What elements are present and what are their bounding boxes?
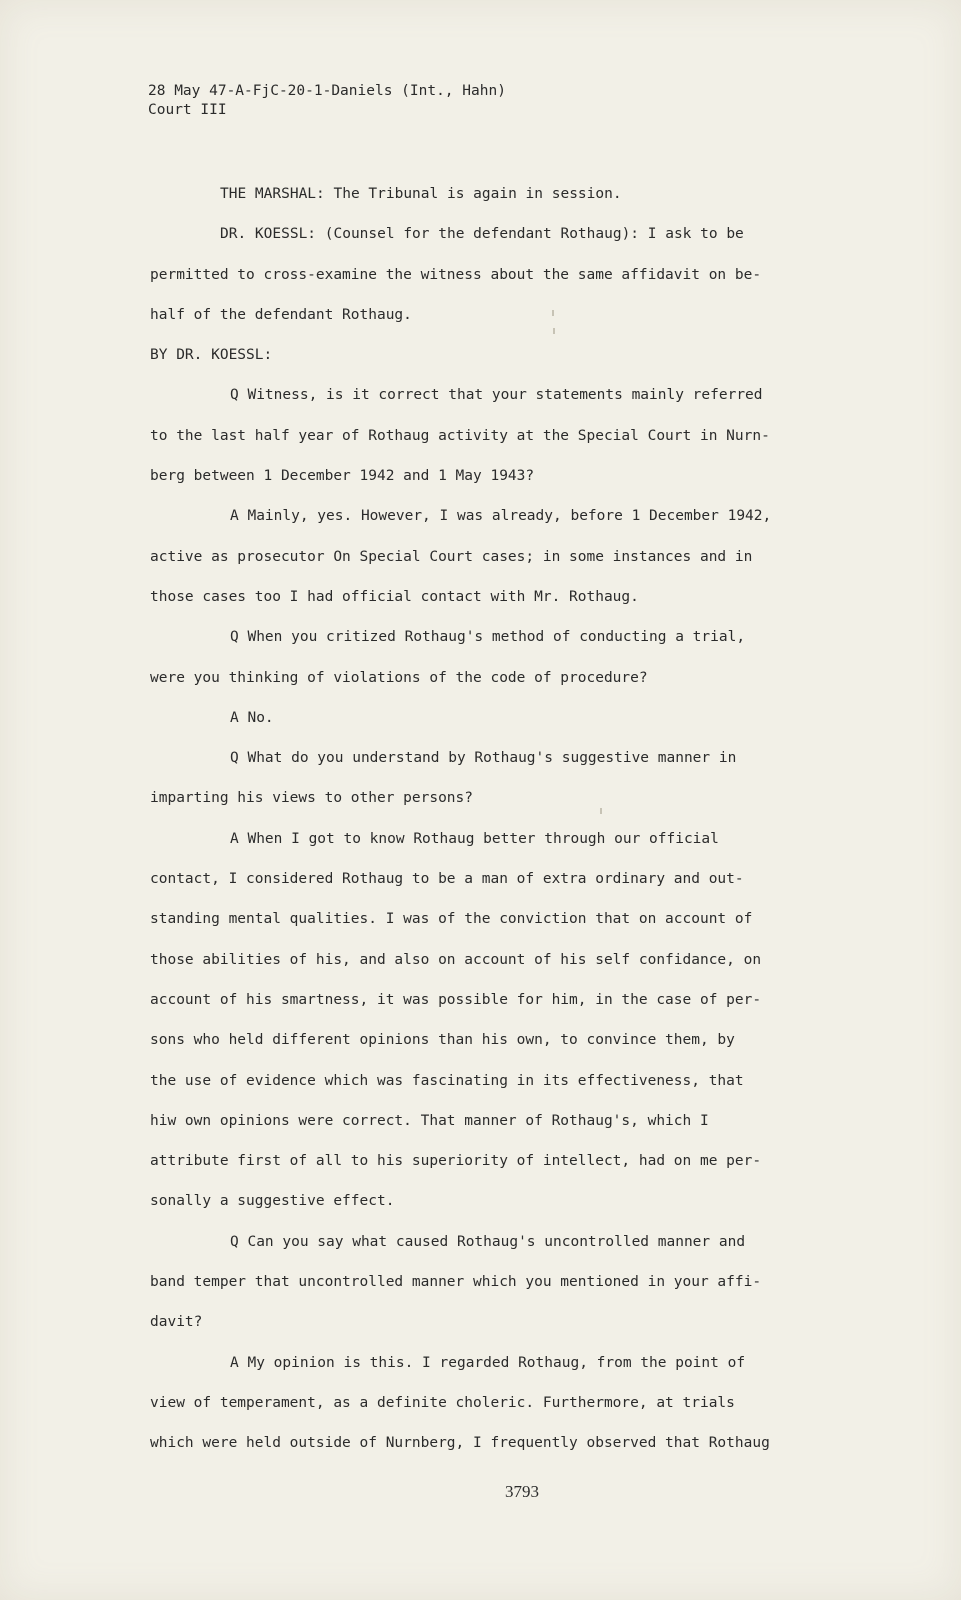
transcript-line: sons who held different opinions than his own, to convince them, by (150, 1032, 735, 1049)
transcript-line: Q When you critized Rothaug's method of conducting a trial, (230, 629, 746, 646)
transcript-line: attribute first of all to his superiority of intellect, had on me per- (150, 1153, 762, 1170)
transcript-line: which were held outside of Nurnberg, I frequently observed that Rothaug (150, 1435, 770, 1452)
transcript-line: view of temperament, as a definite choleric. Furthermore, at trials (150, 1394, 735, 1411)
transcript-line: hiw own opinions were correct. That manner of Rothaug's, which I (150, 1112, 709, 1129)
transcript-line: permitted to cross-examine the witness about the same affidavit on be- (150, 266, 762, 283)
transcript-body (150, 174, 910, 1464)
page-number: 3793 (505, 1482, 539, 1501)
transcript-line: davit? (150, 1314, 203, 1331)
transcript-line: were you thinking of violations of the code of procedure? (150, 669, 648, 686)
document-header (148, 82, 506, 120)
transcript-line: the use of evidence which was fascinating in its effectiveness, that (150, 1072, 744, 1089)
transcript-line: A Mainly, yes. However, I was already, before 1 December 1942, (230, 508, 772, 525)
transcript-line: account of his smartness, it was possible for him, in the case of per- (150, 991, 762, 1008)
paper-speck (552, 310, 554, 316)
transcript-line: A My opinion is this. I regarded Rothaug, from the point of (230, 1354, 746, 1371)
transcript-line: those cases too I had official contact with Mr. Rothaug. (150, 588, 639, 605)
transcript-line: half of the defendant Rothaug. (150, 306, 412, 323)
transcript-line: berg between 1 December 1942 and 1 May 1943? (150, 468, 535, 485)
transcript-line: standing mental qualities. I was of the conviction that on account of (150, 911, 753, 928)
transcript-line: THE MARSHAL: The Tribunal is again in session. (220, 186, 622, 202)
header-line-1: 28 May 47-A-FjC-20-1-Daniels (Int., Hahn) (148, 83, 506, 99)
transcript-line: DR. KOESSL: (Counsel for the defendant Rothaug): I ask to be (220, 226, 744, 243)
transcript-line: active as prosecutor On Special Court cases; in some instances and in (150, 548, 753, 565)
transcript-line: imparting his views to other persons? (150, 790, 474, 807)
transcript-line: Q Witness, is it correct that your statements mainly referred (230, 387, 763, 404)
paper-speck (600, 808, 602, 814)
transcript-line: sonally a suggestive effect. (150, 1193, 395, 1210)
transcript-line: contact, I considered Rothaug to be a man of extra ordinary and out- (150, 871, 744, 888)
transcript-line: band temper that uncontrolled manner which you mentioned in your affi- (150, 1274, 762, 1291)
transcript-line: to the last half year of Rothaug activity at the Special Court in Nurn- (150, 427, 770, 444)
header-line-2: Court III (148, 102, 227, 118)
transcript-line: Q Can you say what caused Rothaug's uncontrolled manner and (230, 1233, 746, 1250)
paper-speck (553, 328, 555, 334)
transcript-line: Q What do you understand by Rothaug's suggestive manner in (230, 750, 737, 767)
transcript-line: A No. (230, 709, 274, 726)
transcript-line: BY DR. KOESSL: (150, 347, 273, 364)
transcript-line: those abilities of his, and also on account of his self confidance, on (150, 951, 762, 968)
transcript-line: A When I got to know Rothaug better through our official (230, 830, 719, 847)
